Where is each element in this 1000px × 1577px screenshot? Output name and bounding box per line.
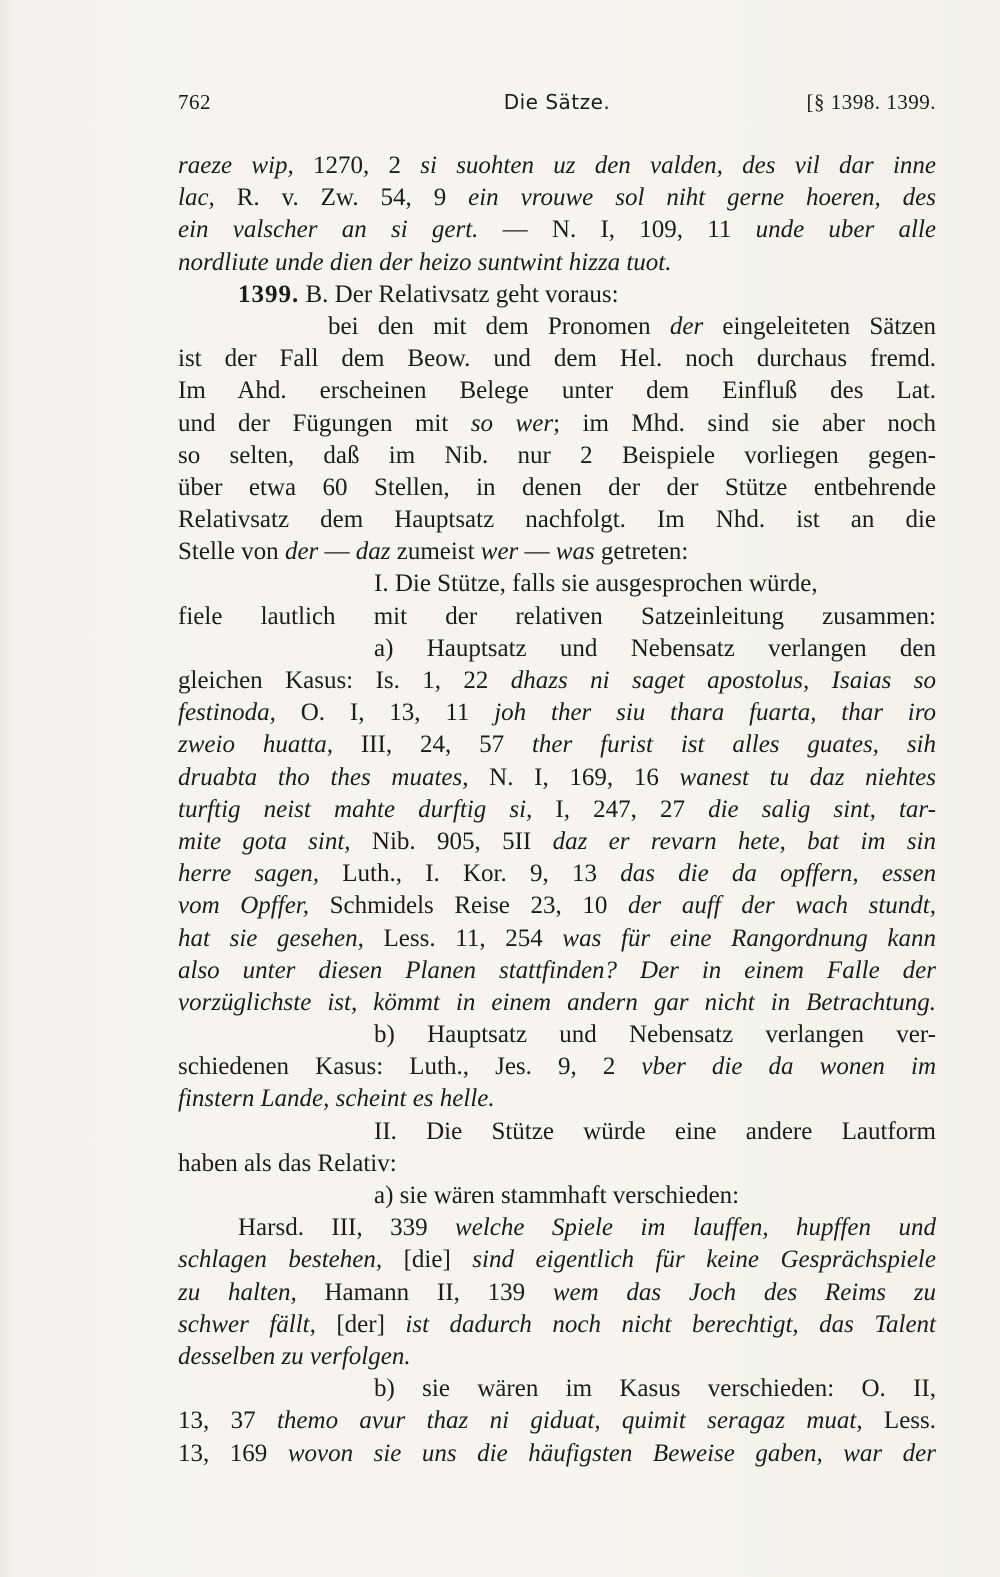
text-line	[178, 1148, 936, 1180]
quoted-text: so wer	[470, 409, 554, 437]
text-line	[178, 1212, 936, 1244]
text-line	[178, 568, 936, 600]
text-line	[178, 987, 936, 1019]
quoted-text: lac,	[178, 184, 215, 212]
text-line	[178, 762, 936, 794]
text-segment: über etwa 60 Stellen, in denen der der Stütze entbehrende	[178, 473, 936, 501]
text-line	[178, 182, 936, 214]
quoted-text: sind eigentlich für keine Gesprächspiele	[472, 1246, 936, 1274]
section-number: 1399.	[238, 280, 300, 308]
text-segment: bei den mit dem Pronomen	[328, 312, 670, 340]
quoted-text: der auff der wach stundt,	[627, 892, 936, 920]
text-line	[178, 375, 936, 407]
text-line	[178, 665, 936, 697]
quoted-text: nordliute unde dien der heizo suntwint hizza tuot.	[178, 248, 672, 276]
quoted-text: ein vrouwe sol niht gerne hoeren, des	[468, 184, 936, 212]
quoted-text: wanest tu daz niehtes	[679, 763, 936, 791]
text-segment: a) Hauptsatz und Nebensatz verlangen den	[374, 634, 936, 662]
text-line	[178, 1116, 936, 1148]
quoted-text: was	[555, 538, 595, 566]
text-line	[178, 1438, 936, 1470]
text-segment: [die]	[382, 1246, 473, 1274]
text-line	[178, 408, 936, 440]
text-line	[178, 1083, 936, 1115]
page-number: 762	[178, 90, 211, 114]
text-segment: R. v. Zw. 54, 9	[214, 184, 469, 212]
quoted-text: daz	[355, 538, 391, 566]
text-segment: getreten:	[594, 538, 689, 566]
text-segment: haben als das Relativ:	[178, 1149, 397, 1177]
quoted-text: finstern Lande, scheint es helle.	[178, 1085, 495, 1113]
text-line	[178, 601, 936, 633]
text-line	[178, 858, 936, 890]
text-line	[178, 1019, 936, 1051]
text-line	[178, 214, 936, 246]
text-segment: eingeleiteten Sätzen	[703, 312, 936, 340]
quoted-text: joh ther siu thara fuarta, thar iro	[494, 699, 937, 727]
text-segment: — N. I, 109, 11	[478, 216, 756, 244]
body-text	[178, 150, 936, 1470]
text-segment: O. I, 13, 11	[275, 699, 495, 727]
text-segment: N. I, 169, 16	[468, 763, 680, 791]
text-segment: und der Fügungen mit	[178, 409, 471, 437]
text-line	[178, 633, 936, 665]
quoted-text: herre sagen,	[178, 860, 320, 888]
text-line	[178, 729, 936, 761]
text-segment: Stelle von	[178, 538, 285, 566]
text-line	[178, 472, 936, 504]
text-segment: ; im Mhd. sind sie aber noch	[553, 409, 936, 437]
quoted-text: unde uber alle	[755, 216, 936, 244]
text-segment: Im Ahd. erscheinen Belege unter dem Einfluß des Lat.	[178, 377, 936, 405]
quoted-text: raeze wip,	[178, 152, 294, 179]
quoted-text: wovon sie uns die häufigsten Beweise gaben, war der	[287, 1439, 936, 1467]
text-line	[178, 1309, 936, 1341]
text-segment: —	[518, 538, 556, 566]
text-line	[178, 536, 936, 568]
quoted-text: wer	[480, 538, 519, 566]
quoted-text: also unter diesen Planen stattfinden? Der in einem Falle der	[178, 956, 936, 984]
text-segment: Less. 11, 254	[363, 924, 563, 952]
quoted-text: die salig sint, tar-	[708, 795, 936, 823]
quoted-text: vorzüglichste ist, kömmt in einem andern gar nicht in Betrachtung.	[178, 988, 936, 1016]
quoted-text: daz er revarn hete, bat im sin	[552, 827, 936, 855]
text-segment: zumeist	[390, 538, 481, 566]
text-segment: I. Die Stütze, falls sie ausgesprochen würde,	[374, 570, 818, 598]
quoted-text: ein valscher an si gert.	[178, 216, 479, 244]
text-line	[178, 343, 936, 375]
text-segment: gleichen Kasus: Is. 1, 22	[178, 667, 511, 694]
text-line	[178, 890, 936, 922]
text-line	[178, 311, 936, 343]
quoted-text: festinoda,	[178, 699, 276, 727]
quoted-text: zweio huatta,	[178, 731, 333, 759]
quoted-text: ther furist ist alles guates, sih	[531, 731, 936, 759]
quoted-text: wem das Joch des Reims zu	[552, 1278, 937, 1306]
text-line	[178, 1277, 936, 1309]
text-line	[178, 247, 936, 279]
text-line	[178, 1341, 936, 1373]
quoted-text: druabta tho thes muates,	[178, 763, 469, 791]
running-header	[178, 90, 936, 122]
text-segment: 13, 37	[178, 1407, 277, 1435]
quoted-text: schlagen bestehen,	[178, 1246, 383, 1274]
text-segment: so selten, daß im Nib. nur 2 Beispiele vorliegen gegen-	[178, 441, 936, 469]
quoted-text: mite gota sint,	[178, 827, 351, 855]
quoted-text: dhazs ni saget apostolus, Isaias so	[510, 667, 936, 694]
text-segment: schiedenen Kasus: Luth., Jes. 9, 2	[178, 1053, 642, 1081]
text-line	[178, 504, 936, 536]
text-line	[178, 279, 936, 311]
text-segment: 13, 169	[178, 1439, 288, 1467]
text-segment: Hamann II, 139	[296, 1278, 553, 1306]
text-line	[178, 1244, 936, 1276]
text-segment: Less.	[862, 1407, 937, 1435]
text-segment: ist der Fall dem Beow. und dem Hel. noch durchaus fremd.	[178, 345, 936, 373]
quoted-text: hat sie gesehen,	[178, 924, 364, 952]
text-line	[178, 697, 936, 729]
text-segment: a) sie wären stammhaft verschieden:	[374, 1182, 740, 1209]
text-segment: [der]	[315, 1310, 406, 1338]
text-segment: III, 24, 57	[332, 731, 532, 759]
quoted-text: was für eine Rangordnung kann	[562, 924, 936, 952]
text-line	[178, 1405, 936, 1437]
text-line	[178, 826, 936, 858]
text-line	[178, 794, 936, 826]
text-line	[178, 923, 936, 955]
quoted-text: desselben zu verfolgen.	[178, 1342, 411, 1370]
text-line	[178, 1373, 936, 1405]
quoted-text: si suohten uz den valden, des vil dar inne	[420, 152, 937, 179]
text-line	[178, 1180, 936, 1212]
text-segment: b) Hauptsatz und Nebensatz verlangen ver-	[374, 1021, 936, 1049]
text-line	[178, 1051, 936, 1083]
text-line	[178, 150, 936, 182]
quoted-text: ist dadurch noch nicht berechtigt, das Talent	[405, 1310, 936, 1338]
text-segment: 1270, 2	[293, 152, 421, 179]
text-segment: Relativsatz dem Hauptsatz nachfolgt. Im Nhd. ist an die	[178, 506, 936, 534]
text-segment: B. Der Relativsatz geht voraus:	[299, 280, 619, 308]
text-segment: Nib. 905, 5II	[350, 827, 553, 855]
text-segment: I, 247, 27	[532, 795, 709, 823]
text-segment: Schmidels Reise 23, 10	[309, 892, 628, 920]
quoted-text: der	[669, 312, 704, 340]
text-segment: b) sie wären im Kasus verschieden: O. II,	[374, 1375, 936, 1403]
text-segment: fiele lautlich mit der relativen Satzeinleitung zusammen:	[178, 602, 936, 630]
text-segment: Luth., I. Kor. 9, 13	[319, 860, 621, 888]
text-segment: II. Die Stütze würde eine andere Lautform	[374, 1117, 936, 1145]
quoted-text: vber die da wonen im	[641, 1053, 937, 1081]
running-title: Die Sätze.	[503, 90, 611, 114]
text-segment: Harsd. III, 339	[238, 1214, 456, 1242]
quoted-text: das die da opffern, essen	[620, 860, 936, 888]
quoted-text: welche Spiele im lauffen, hupffen und	[455, 1214, 936, 1242]
quoted-text: themo avur thaz ni giduat, quimit seragaz muat,	[276, 1407, 863, 1435]
quoted-text: schwer fällt,	[178, 1310, 316, 1338]
text-line	[178, 955, 936, 987]
quoted-text: zu halten,	[178, 1278, 297, 1306]
quoted-text: vom Opffer,	[178, 892, 309, 920]
section-reference: [§ 1398. 1399.	[806, 90, 936, 114]
text-segment: —	[318, 538, 356, 566]
quoted-text: der	[284, 538, 319, 566]
text-line	[178, 440, 936, 472]
quoted-text: turftig neist mahte durftig si,	[178, 795, 533, 823]
